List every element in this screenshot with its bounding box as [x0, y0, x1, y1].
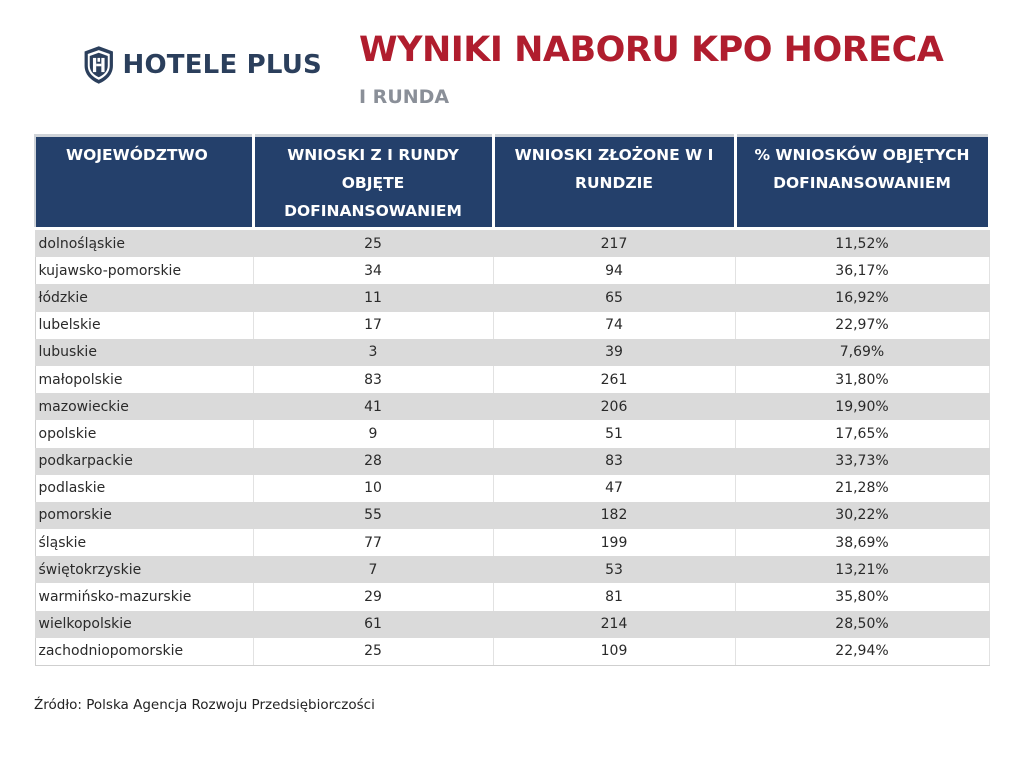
table-row: [35, 339, 989, 366]
table-body: [35, 229, 989, 666]
cell-funded: 41: [253, 393, 493, 420]
cell-percent: 11,52%: [735, 229, 989, 258]
cell-funded: 7: [253, 556, 493, 583]
column-header-funded: WNIOSKI Z I RUNDY OBJĘTE DOFINANSOWANIEM: [253, 136, 493, 229]
table-row: [35, 257, 989, 284]
source-note: Źródło: Polska Agencja Rozwoju Przedsiębiorczości: [34, 697, 375, 713]
cell-funded: 25: [253, 638, 493, 666]
logo-text: HOTELE PLUS: [122, 50, 322, 80]
cell-percent: 22,94%: [735, 638, 989, 666]
cell-submitted: 83: [493, 448, 735, 475]
cell-percent: 30,22%: [735, 502, 989, 529]
cell-percent: 33,73%: [735, 448, 989, 475]
shield-h-icon: [82, 34, 116, 96]
cell-submitted: 206: [493, 393, 735, 420]
cell-funded: 55: [253, 502, 493, 529]
cell-funded: 61: [253, 611, 493, 638]
cell-funded: 11: [253, 284, 493, 311]
cell-submitted: 53: [493, 556, 735, 583]
column-header-region: WOJEWÓDZTWO: [35, 136, 253, 229]
cell-funded: 29: [253, 583, 493, 610]
cell-percent: 31,80%: [735, 366, 989, 393]
cell-region: mazowieckie: [35, 393, 253, 420]
column-header-percent: % WNIOSKÓW OBJĘTYCH DOFINANSOWANIEM: [735, 136, 989, 229]
table-header-row: [35, 136, 989, 229]
cell-region: łódzkie: [35, 284, 253, 311]
cell-percent: 28,50%: [735, 611, 989, 638]
cell-region: kujawsko-pomorskie: [35, 257, 253, 284]
cell-percent: 21,28%: [735, 475, 989, 502]
cell-submitted: 261: [493, 366, 735, 393]
cell-funded: 3: [253, 339, 493, 366]
cell-percent: 22,97%: [735, 312, 989, 339]
table-row: [35, 284, 989, 311]
cell-percent: 36,17%: [735, 257, 989, 284]
cell-percent: 17,65%: [735, 420, 989, 447]
cell-region: lubelskie: [35, 312, 253, 339]
cell-region: lubuskie: [35, 339, 253, 366]
cell-submitted: 182: [493, 502, 735, 529]
cell-submitted: 74: [493, 312, 735, 339]
table-row: [35, 583, 989, 610]
cell-region: świętokrzyskie: [35, 556, 253, 583]
table-row: [35, 529, 989, 556]
cell-funded: 28: [253, 448, 493, 475]
cell-funded: 10: [253, 475, 493, 502]
cell-percent: 38,69%: [735, 529, 989, 556]
cell-funded: 9: [253, 420, 493, 447]
cell-percent: 19,90%: [735, 393, 989, 420]
table-row: [35, 638, 989, 666]
cell-submitted: 214: [493, 611, 735, 638]
cell-funded: 77: [253, 529, 493, 556]
logo: [82, 33, 322, 97]
cell-percent: 13,21%: [735, 556, 989, 583]
table-row: [35, 448, 989, 475]
cell-percent: 16,92%: [735, 284, 989, 311]
cell-submitted: 109: [493, 638, 735, 666]
cell-submitted: 199: [493, 529, 735, 556]
cell-region: pomorskie: [35, 502, 253, 529]
cell-submitted: 47: [493, 475, 735, 502]
results-table: [34, 134, 991, 666]
cell-region: opolskie: [35, 420, 253, 447]
table-row: [35, 556, 989, 583]
page-subtitle: I RUNDA: [359, 86, 450, 108]
table-row: [35, 420, 989, 447]
cell-submitted: 39: [493, 339, 735, 366]
cell-region: śląskie: [35, 529, 253, 556]
cell-submitted: 65: [493, 284, 735, 311]
column-header-submitted: WNIOSKI ZŁOŻONE W I RUNDZIE: [493, 136, 735, 229]
table-row: [35, 366, 989, 393]
cell-percent: 7,69%: [735, 339, 989, 366]
cell-region: małopolskie: [35, 366, 253, 393]
cell-submitted: 81: [493, 583, 735, 610]
page-title: WYNIKI NABORU KPO HORECA: [359, 30, 944, 70]
cell-region: podlaskie: [35, 475, 253, 502]
cell-region: wielkopolskie: [35, 611, 253, 638]
cell-submitted: 217: [493, 229, 735, 258]
results-table-container: [34, 134, 988, 666]
cell-funded: 25: [253, 229, 493, 258]
table-row: [35, 611, 989, 638]
cell-region: dolnośląskie: [35, 229, 253, 258]
cell-submitted: 51: [493, 420, 735, 447]
cell-funded: 34: [253, 257, 493, 284]
cell-region: zachodniopomorskie: [35, 638, 253, 666]
cell-region: podkarpackie: [35, 448, 253, 475]
cell-funded: 17: [253, 312, 493, 339]
table-row: [35, 393, 989, 420]
cell-submitted: 94: [493, 257, 735, 284]
cell-funded: 83: [253, 366, 493, 393]
table-row: [35, 312, 989, 339]
cell-region: warmińsko-mazurskie: [35, 583, 253, 610]
table-row: [35, 229, 989, 258]
table-row: [35, 502, 989, 529]
table-row: [35, 475, 989, 502]
cell-percent: 35,80%: [735, 583, 989, 610]
